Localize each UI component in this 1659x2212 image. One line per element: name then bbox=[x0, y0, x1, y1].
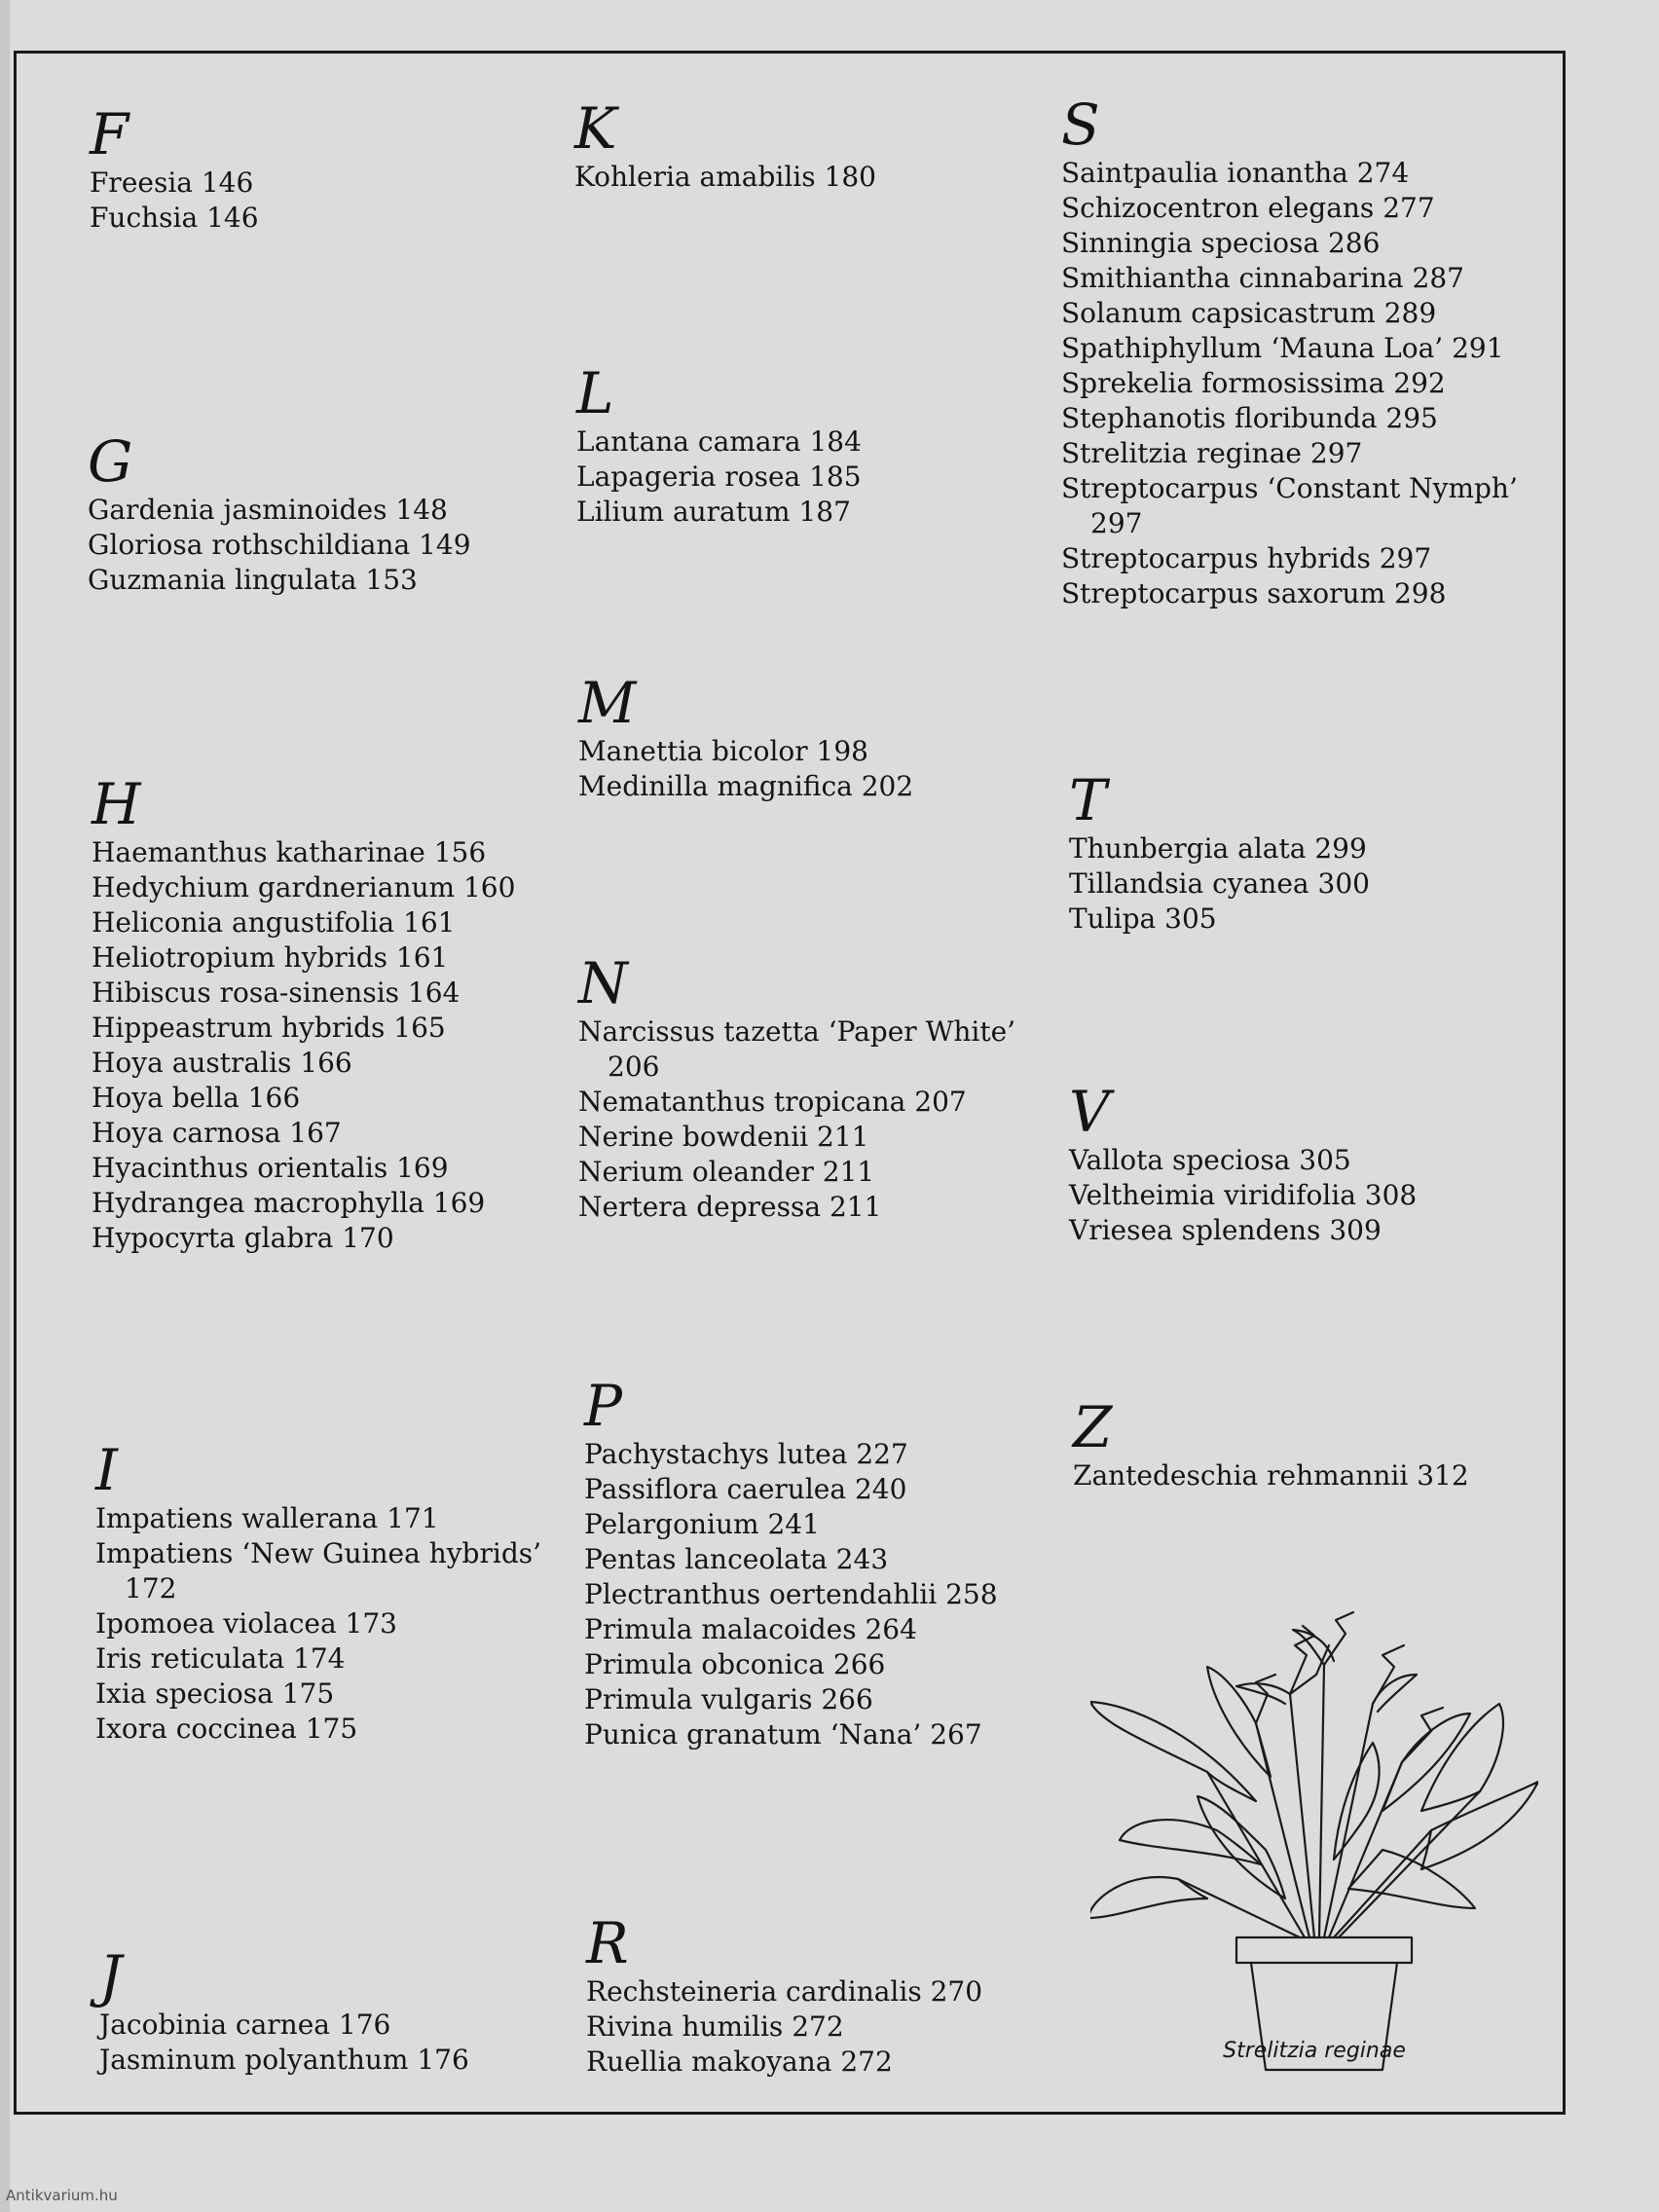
index-entry: Rivina humilis 272 bbox=[586, 2010, 844, 2043]
index-entry: Streptocarpus saxorum 298 bbox=[1061, 577, 1447, 609]
index-entry: Smithiantha cinnabarina 287 bbox=[1061, 262, 1464, 294]
section-r bbox=[586, 1910, 983, 2080]
section-letter: L bbox=[576, 360, 614, 426]
section-h bbox=[92, 771, 516, 1256]
index-entry: Nerine bowdenii 211 bbox=[578, 1121, 869, 1153]
section-letter: P bbox=[584, 1373, 623, 1439]
index-entry: Haemanthus katharinae 156 bbox=[92, 836, 487, 868]
index-entry: Ixia speciosa 175 bbox=[95, 1677, 335, 1710]
section-letter: T bbox=[1069, 767, 1107, 833]
section-s bbox=[1061, 92, 1518, 611]
index-entry: Heliconia angustifolia 161 bbox=[92, 906, 456, 939]
index-entry: Veltheimia viridifolia 308 bbox=[1069, 1179, 1418, 1211]
section-letter: K bbox=[574, 95, 617, 162]
section-letter: M bbox=[578, 670, 637, 736]
section-m bbox=[578, 670, 914, 804]
index-entry: Hedychium gardnerianum 160 bbox=[92, 871, 516, 903]
index-entry: Hoya carnosa 167 bbox=[92, 1117, 342, 1149]
page-gutter bbox=[0, 0, 10, 2212]
section-letter: J bbox=[99, 1943, 123, 2009]
index-entry: Hypocyrta glabra 170 bbox=[92, 1222, 394, 1254]
section-k bbox=[574, 95, 876, 195]
section-letter: I bbox=[95, 1437, 118, 1503]
index-entry: Strelitzia reginae 297 bbox=[1061, 437, 1363, 469]
index-entry: Punica granatum ‘Nana’ 267 bbox=[584, 1718, 982, 1751]
section-letter: H bbox=[92, 771, 141, 837]
index-entry-continued: 297 bbox=[1090, 507, 1143, 539]
index-entry: Lantana camara 184 bbox=[576, 425, 862, 458]
index-entry: Gardenia jasminoides 148 bbox=[88, 494, 448, 526]
strelitzia-plant-icon bbox=[1090, 1606, 1538, 2074]
index-entry: Lilium auratum 187 bbox=[576, 496, 851, 528]
index-entry: Ruellia makoyana 272 bbox=[586, 2046, 893, 2078]
index-entry: Ipomoea violacea 173 bbox=[95, 1607, 397, 1640]
index-entry: Freesia 146 bbox=[90, 166, 254, 199]
index-entry: Hyacinthus orientalis 169 bbox=[92, 1152, 449, 1184]
index-entry: Impatiens ‘New Guinea hybrids’ bbox=[95, 1537, 542, 1569]
index-entry: Rechsteineria cardinalis 270 bbox=[586, 1975, 983, 2008]
index-entry: Thunbergia alata 299 bbox=[1069, 832, 1367, 865]
index-entry: Iris reticulata 174 bbox=[95, 1642, 346, 1675]
section-letter: R bbox=[586, 1910, 629, 1976]
index-entry: Hibiscus rosa-sinensis 164 bbox=[92, 977, 461, 1009]
index-entry: Lapageria rosea 185 bbox=[576, 461, 862, 493]
section-letter: V bbox=[1069, 1079, 1110, 1145]
index-entry: Streptocarpus ‘Constant Nymph’ bbox=[1061, 472, 1518, 504]
index-entry: Hydrangea macrophylla 169 bbox=[92, 1187, 486, 1219]
index-entry-continued: 206 bbox=[608, 1051, 660, 1083]
index-entry: Tulipa 305 bbox=[1069, 903, 1217, 935]
section-i bbox=[95, 1437, 542, 1747]
section-t bbox=[1069, 767, 1370, 937]
index-entry: Tillandsia cyanea 300 bbox=[1069, 867, 1370, 900]
index-entry: Sprekelia formosissima 292 bbox=[1061, 367, 1446, 399]
index-entry: Spathiphyllum ‘Mauna Loa’ 291 bbox=[1061, 332, 1504, 364]
index-entry: Gloriosa rothschildiana 149 bbox=[88, 529, 471, 561]
section-v bbox=[1069, 1079, 1418, 1248]
section-j bbox=[99, 1943, 469, 2078]
index-entry: Kohleria amabilis 180 bbox=[574, 161, 876, 193]
illustration-caption: Strelitzia reginae bbox=[1223, 2039, 1406, 2063]
index-entry: Hippeastrum hybrids 165 bbox=[92, 1012, 446, 1044]
index-entry: Passiflora caerulea 240 bbox=[584, 1473, 907, 1505]
index-entry: Pelargonium 241 bbox=[584, 1508, 820, 1540]
index-entry: Heliotropium hybrids 161 bbox=[92, 941, 449, 974]
section-p bbox=[584, 1373, 998, 1752]
index-entry: Sinningia speciosa 286 bbox=[1061, 227, 1381, 259]
section-l bbox=[576, 360, 862, 530]
index-entry: Streptocarpus hybrids 297 bbox=[1061, 542, 1432, 574]
index-entry: Nerium oleander 211 bbox=[578, 1156, 875, 1188]
watermark-text: Antikvarium.hu bbox=[6, 2187, 118, 2204]
index-entry: Vriesea splendens 309 bbox=[1069, 1214, 1382, 1246]
index-entry: Impatiens wallerana 171 bbox=[95, 1502, 439, 1534]
index-entry: Jacobinia carnea 176 bbox=[99, 2009, 391, 2041]
index-entry: Primula malacoides 264 bbox=[584, 1613, 917, 1645]
section-letter: S bbox=[1061, 92, 1100, 158]
index-entry: Manettia bicolor 198 bbox=[578, 735, 868, 767]
index-entry: Hoya australis 166 bbox=[92, 1047, 352, 1079]
section-f bbox=[90, 101, 259, 236]
index-entry: Vallota speciosa 305 bbox=[1069, 1144, 1351, 1176]
index-entry: Saintpaulia ionantha 274 bbox=[1061, 157, 1410, 189]
section-letter: F bbox=[90, 101, 129, 167]
index-entry: Primula vulgaris 266 bbox=[584, 1683, 873, 1715]
index-entry: Nematanthus tropicana 207 bbox=[578, 1086, 967, 1118]
index-entry: Stephanotis floribunda 295 bbox=[1061, 402, 1438, 434]
section-n bbox=[578, 950, 1016, 1225]
index-entry: Narcissus tazetta ‘Paper White’ bbox=[578, 1015, 1016, 1048]
section-letter: G bbox=[88, 428, 133, 495]
index-entry: Solanum capsicastrum 289 bbox=[1061, 297, 1437, 329]
section-letter: N bbox=[578, 950, 628, 1016]
index-entry: Pachystachys lutea 227 bbox=[584, 1438, 908, 1470]
index-entry-continued: 172 bbox=[125, 1572, 177, 1604]
index-entry: Nertera depressa 211 bbox=[578, 1191, 882, 1223]
index-entry: Fuchsia 146 bbox=[90, 202, 259, 234]
index-entry: Medinilla magnifica 202 bbox=[578, 770, 914, 802]
index-entry: Hoya bella 166 bbox=[92, 1082, 301, 1114]
index-entry: Guzmania lingulata 153 bbox=[88, 564, 418, 596]
index-entry: Pentas lanceolata 243 bbox=[584, 1543, 889, 1575]
index-entry: Schizocentron elegans 277 bbox=[1061, 192, 1435, 224]
section-letter: Z bbox=[1073, 1394, 1113, 1460]
index-entry: Primula obconica 266 bbox=[584, 1648, 886, 1680]
index-entry: Zantedeschia rehmannii 312 bbox=[1073, 1459, 1469, 1492]
section-g bbox=[88, 428, 471, 598]
index-entry: Jasminum polyanthum 176 bbox=[99, 2044, 469, 2076]
index-entry: Ixora coccinea 175 bbox=[95, 1713, 358, 1745]
index-entry: Plectranthus oertendahlii 258 bbox=[584, 1578, 998, 1610]
section-z bbox=[1073, 1394, 1469, 1493]
